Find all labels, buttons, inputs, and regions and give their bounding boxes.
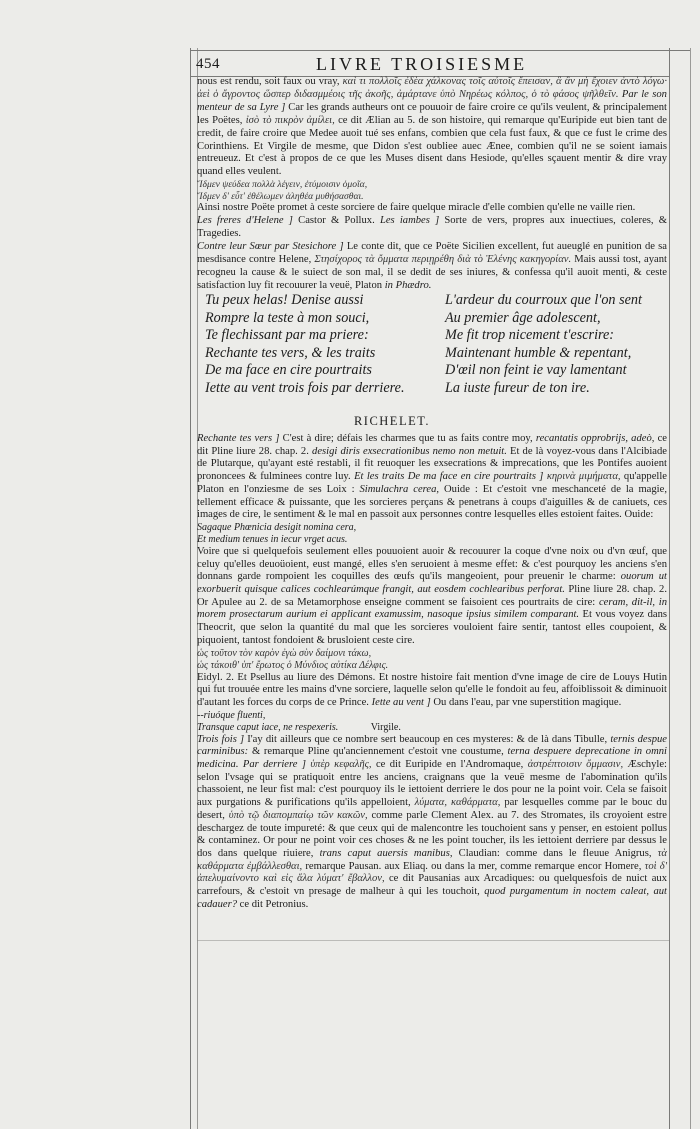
latin-verse-ovid: Sagaque Phœnicia desigit nomina cera, Et medium tenues in iecur vrget acus.	[197, 521, 357, 545]
paragraph-4: Contre leur Sœur par Stesichore ] Le conte dit, que ce Poëte Sicilien excellent, fut aueuglé en punition de sa mesdisance contre Helene, Στησίχορος τὰ ὄμματα περιῃρέθη διὰ τὸ Ἑλένης κακηγορίαν. Mais aussi tost, ayant recogneu la cause & le suiect de son mal, il se dedit de ses iniures, & confessa qu'il auoit menti, & ceste satisfaction luy fit recouurer la veuë, Platon in Phædro.	[197, 241, 667, 291]
top-rule	[190, 50, 690, 51]
verse-line: Te flechissant par ma priere:	[205, 327, 369, 344]
note-1: Rechante tes vers ] C'est à dire; défais les charmes que tu as faits contre moy, recantatis opprobrijs, adeò, ce dit Pline liure 28. chap. 2. desigi diris exsecrationibus nemo non metuit. Et de là voyez-vous dans l'Alcibiade de Plutarque, qu'ayant esté restabli, il fit reuoquer les exsecrations & imprecations, que les Pontifes auoient prononcees & fulminees contre luy. Et les traits De ma face en cire pourtraits ] κηρινὰ μιμήματα, qu'appelle Platon en l'onziesme de ses Loix : Simulachra cerea, Ouide : Et c'estoit vne meschanceté de la magie, tellement efficace & puissante, que les sorcieres perçans & penetrans à coups d'aiguilles & de caniuets, ces images de cire, le sentiment & le mal en passoit aux personnes contre lesquelles elles estoient faites. Ouide:	[197, 433, 668, 521]
commentary-heading: RICHELET.	[353, 414, 431, 428]
verse-line: Rechante tes vers, & les traits	[205, 344, 376, 361]
note-3: Eidyl. 2. Et Psellus au liure des Démons. Et nostre histoire fait mention d'vne image de cire de Louys Hutin qui fut trouuée entre les mains d'vne sorciere, laquelle selon qu'elle le fondoit au feu, affoiblissoit & diminuoit d'autant les forces du corps de ce Prince. Iette au vent ] Ou dans l'eau, par vne superstition magique.	[197, 671, 667, 708]
ode-stanzas	[205, 292, 665, 398]
main-text	[197, 76, 667, 293]
paragraph-3: Les freres d'Helene ] Castor & Pollux. Les iambes ] Sorte de vers, propres aux inuectiues, coleres, & Tragedies.	[197, 215, 667, 240]
verse-line: Rompre la teste à mon souci,	[205, 309, 370, 326]
stanza-left	[205, 292, 425, 398]
page-header	[196, 54, 666, 76]
verse-line: L'ardeur du courroux que l'on sent	[445, 292, 642, 308]
verse-line: De ma face en cire pourtraits	[205, 362, 372, 379]
verse-line: La iuste fureur de ton ire.	[445, 379, 590, 396]
running-title: LIVRE TROISIESME	[316, 54, 528, 74]
ruled-blank-area	[0, 940, 700, 1129]
verse-line: Tu peux helas! Denise aussi	[205, 292, 364, 308]
stanza-right	[425, 292, 665, 398]
greek-verse-1: Ἴδμεν ψεύδεα πολλὰ λέγειν, ἐτύμοισιν ὁμοῖα, Ἴδμεν δ' εὖτ' ἐθέλωμεν ἀληθέα μυθήσασθαι.	[197, 179, 368, 202]
paragraph-2: Ainsi nostre Poëte promet à ceste sorciere de faire quelque miracle d'elle combien qu'elle ne vaille rien.	[197, 202, 636, 214]
verse-line: Maintenant humble & repentant,	[445, 344, 632, 361]
verse-line: Me fit trop nicement t'escrire:	[445, 327, 615, 344]
note-2: Voire que si quelquefois seulement elles pouuoient auoir & recouurer la coque d'vne noix ou d'vn œuf, que celuy qu'elles deuoüoient, eust mangé, elles s'en seruoient à mesme effet: & c'est pourquoy les anciens s'en donnans garde rompoient les coquilles des œufs qu'ils mangeoient, pour preuenir le charme: ouorum ut exorbuerit quisque calices cochlearúmque frangit, aut eosdem cochlearibus perforat. Pline liure 28. chap. 2. Or Apulee au 2. de sa Metamorphose enseigne comment se faisoient ces pourtraits de cire: ceram, dit-il, in morem prosectarum aurium ei applicant examussim, nasoque ipsius similem comparant. Et vous voyez dans Theocrit, que selon la quantité du mal que les sorcieres vouloient faire sentir, tantost elles coupoient, & piquoient, tantost fondoient & brusloient ceste cire.	[197, 545, 668, 646]
paragraph-1: nous est rendu, soit faux ou vray, καὶ τι πολλοῖς ἐδὲα χάλκονας τοῖς αὐτοῖς ἔπεισαν, ἃ ἂν μὴ ἔχοιεν ἀντὸ λόγω· ἀεὶ ὁ ἄγροντος ὥσπερ διδασμμέοις τῆς ἀκοῆς, ἀμάρτανε ὑπὸ Νηρέως κόλπος, ὁ τὸ φάσος ψῆλθεῖν. Par le son menteur de sa Lyre ] Car les grands autheurs ont ce pouuoir de faire croire ce qu'ils veulent, & principalement les Poëtes, ἰσὸ τὸ πικρὸν ἀμίλει, ce dit Ælian au 5. de son histoire, qui remarque qu'Euripide eut bien tant de credit, de faire croire que Medee auoit tué ses enfans, combien que cela fust faux, & que ce fust le crime des Corinthiens. Et Virgile de mesme, que Didon s'est oubliee auec Ænee, combien qu'il ne se soient iamais entreueuz. Et c'est à propos de ce que les Muses disent dans Hesiode, qu'elles sçauent mentir & dire vray quand elles veulent.	[197, 76, 668, 178]
verse-line: D'œil non feint ie vay lamentant	[445, 362, 627, 379]
verse-line: Iette au vent trois fois par derriere.	[205, 379, 405, 396]
greek-verse-theocritus: ὡς τοῦτον τὸν καρὸν ἐγὼ σὺν δαίμονι τάκω, ὡς τάκοιθ' ὑπ' ἔρωτος ὁ Μύνδιος αὐτίκα Δέλφις.	[197, 647, 389, 671]
verse-line: Au premier âge adolescent,	[445, 309, 601, 326]
page-number: 454	[196, 56, 220, 72]
commentary-text	[197, 433, 667, 912]
latin-verse-virgil: --riuóque fluenti, Transque caput iace, ne respexeris. Virgile.	[197, 709, 401, 733]
note-4: Trois fois ] I'ay dit ailleurs que ce nombre sert beaucoup en ces mysteres: & de là dans Tibulle, ternis despue carminibus: & remarque Pline qu'anciennement c'estoit vne coustume, terna despuere deprecatione in omni medicina. Par derriere ] ὑπὲρ κεφαλῆς, ce dit Euripide en l'Andromaque, ἀστρέπτοισιν ὄμμασιν, Æschyle: selon l'vsage qui se pratiquoit entre les anciens, craignans que la veuë mesme de l'abomination qu'ils chassoient, ne leur fist mal: c'est pourquoy ils le iettoient derriere le dos pour ne la point voir. Cela se faisoit aux purgations & purifications qu'ils appelloient, λύματα, καθάρματα, par lesquelles comme par le bouc du desert, ὑπὸ τῷ διαπομπαίῳ τῶν κακῶν, comme parle Clement Alex. au 7. des Stromates, ils croyoient estre deschargez de toute impureté: & que ceux qui de malencontre les touchoient sans y penser, en estoient pollus & contaminez. Or pour ne point voir ces choses & ne les point toucher, ils les iettoient derriere par dessus le dos dans quelque riuiere, trans caput auersis manibus, Claudian: comme dans le fleuue Anigrus, τὰ καθάρματα ἐμβάλλεσθαι, remarque Pausan. aux Eliaq. ou dans la mer, comme remarque encor Homere, τοὶ δ' ἀπελυμαίνοντο καὶ εἰς ἅλα λύματ' ἔβαλλον, ce dit Pausanias aux Arcadiques: ou quelquesfois de nuict aux carrefours, & c'estoit vn presage de malheur à qui les touchoit, quod purgamentum in noctem caleat, aut cadauer? ce dit Petronius.	[197, 733, 668, 910]
